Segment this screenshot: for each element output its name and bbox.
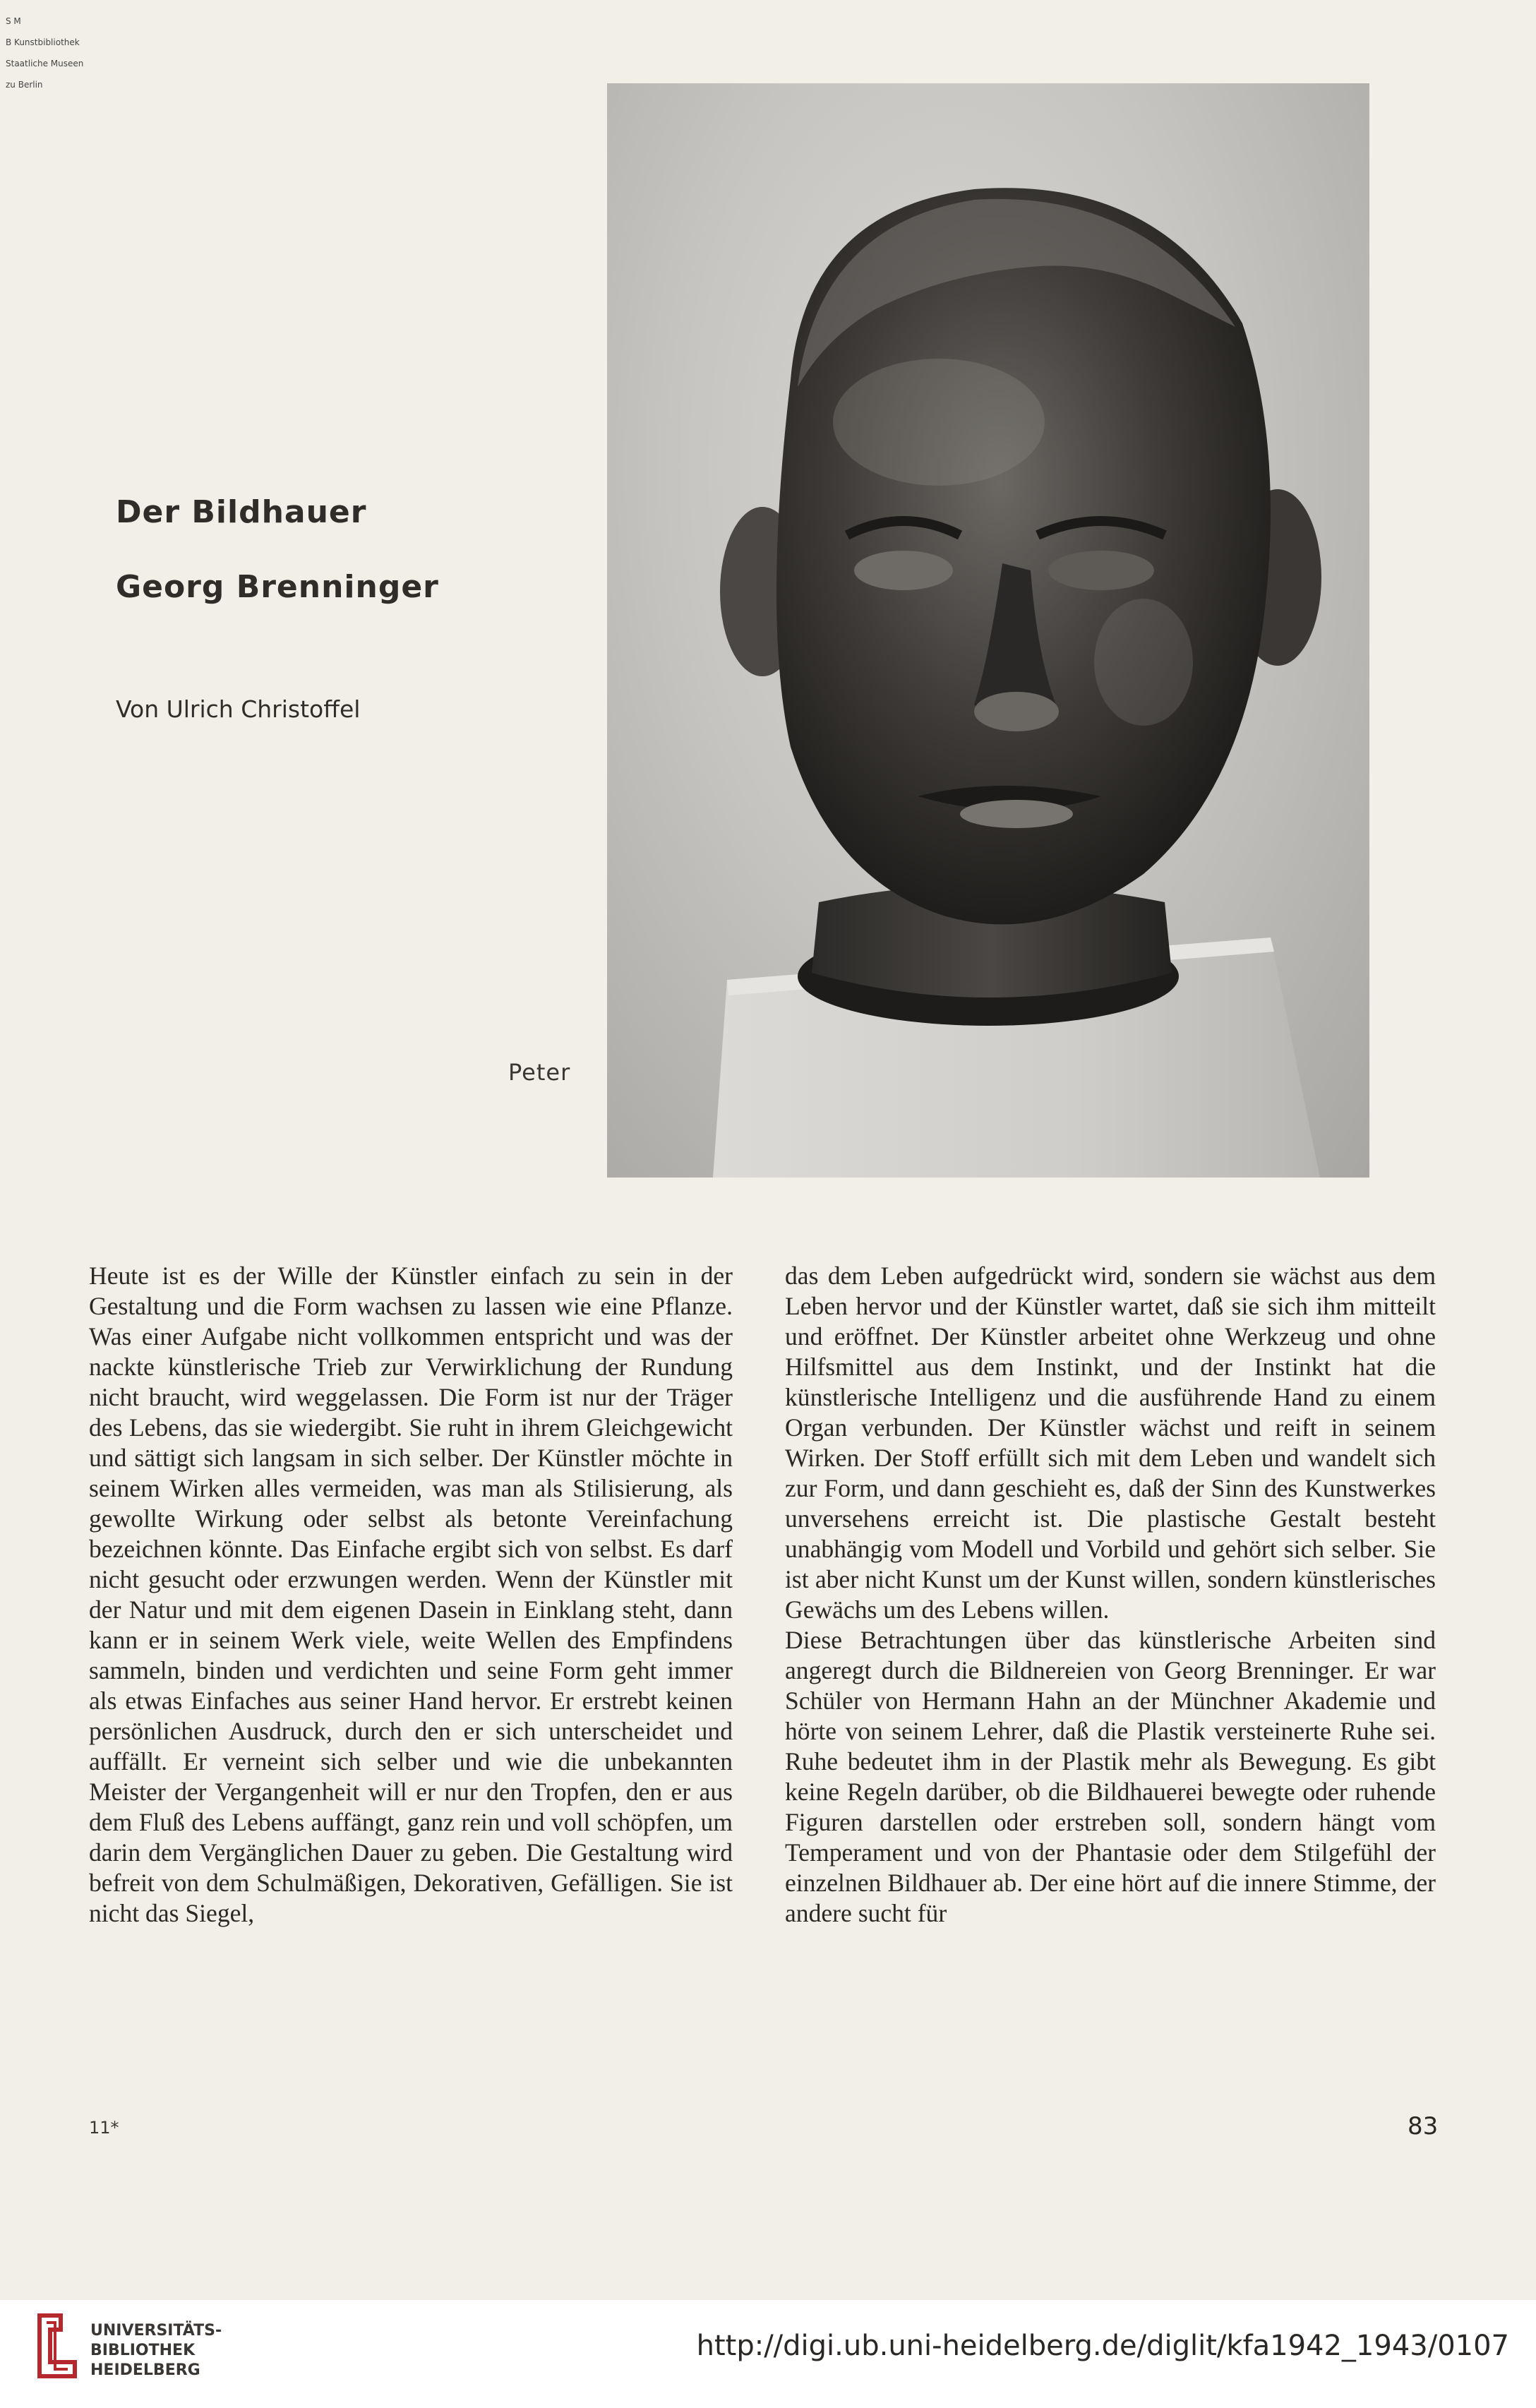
- stamp-line: B Kunstbibliothek: [6, 37, 80, 47]
- stamp-line: Staatliche Museen: [6, 59, 84, 68]
- body-column-right: [785, 1261, 1436, 1929]
- library-name-line: UNIVERSITÄTS-: [90, 2322, 222, 2340]
- library-logo-icon: [32, 2308, 82, 2383]
- paragraph: Diese Betrachtungen über das künstlerische Arbeiten sind angeregt durch die Bildnereien von Georg Brenninger. Er war Schüler von Hermann Hahn an der Münchner Akademie und hörte von seinem Lehrer, daß die Plastik versteinerte Ruhe sei. Ruhe bedeutet ihm in der Plastik mehr als Bewegung. Es gibt keine Regeln darüber, ob die Bildhauerei bewegte oder ruhende Figuren darstellen oder erstreben soll, sondern hängt vom Temperament und von der Phantasie oder dem Stilgefühl der einzelnen Bildhauer ab. Der eine hört auf die innere Stimme, der andere sucht für: [785, 1626, 1436, 1927]
- article-title-line1: Der Bildhauer: [116, 494, 367, 530]
- paragraph: Heute ist es der Wille der Künstler einfach zu sein in der Gestaltung und die Form wachsen zu lassen wie eine Pflanze. Was einer Aufgabe nicht vollkommen entspricht und was der nackte künstlerische Trieb zur Verwirklichung der Rundung nicht braucht, wird weggelassen. Die Form ist nur der Träger des Lebens, das sie wiedergibt. Sie ruht in ihrem Gleichgewicht und sättigt sich langsam in sich selber. Der Künstler möchte in seinem Wirken alles vermeiden, was man als Stilisierung, als gewollte Wirkung oder selbst als betonte Vereinfachung bezeichnen könnte. Das Einfache ergibt sich von selbst. Es darf nicht gesucht oder erzwungen werden. Wenn der Künstler mit der Natur und mit dem eigenen Dasein in Einklang steht, dann kann er in seinem Werk viele, weite Wellen des Empfindens sammeln, binden und verdichten und seine Form geht immer als etwas Einfaches aus seiner Hand hervor. Er erstrebt keinen persönlichen Ausdruck, durch den er sich unterscheidet und auffällt. Er verneint sich selber und wie die unbekannten Meister der Vergangenheit will er nur den Tropfen, den er aus dem Fluß des Lebens auffängt, ganz rein und voll schöpfen, um darin dem Vergänglichen Dauer zu geben. Die Gestaltung wird befreit von dem Schulmäßigen, Dekorativen, Gefälligen. Sie ist nicht das Siegel,: [89, 1262, 733, 1927]
- sculpture-head-illustration: [607, 83, 1369, 1178]
- stamp-line: S M: [6, 16, 21, 26]
- library-stamp: [6, 6, 83, 90]
- stamp-line: zu Berlin: [6, 80, 43, 90]
- digital-url-link[interactable]: http://digi.ub.uni-heidelberg.de/diglit/kfa1942_1943/0107: [696, 2330, 1509, 2362]
- sculpture-photo: [607, 83, 1369, 1178]
- body-column-left: [89, 1261, 733, 1929]
- paragraph: das dem Leben aufgedrückt wird, sondern sie wächst aus dem Leben hervor und der Künstler wartet, daß sie sich ihm mitteilt und eröffnet. Der Künstler arbeitet ohne Werkzeug und ohne Hilfsmittel aus dem Instinkt, und der Instinkt hat die künstlerische Intelligenz und die ausführende Hand zu einem Organ verbunden. Der Künstler wächst und reift in seinem Wirken. Der Stoff erfüllt sich mit dem Leben und wandelt sich zur Form, und dann geschieht es, daß der Sinn des Kunstwerkes unversehens erreicht ist. Die plastische Gestalt besteht unabhängig vom Modell und Vorbild und gehört sich selber. Sie ist aber nicht Kunst um der Kunst willen, sondern künstlerisches Gewächs um des Lebens willen.: [785, 1262, 1436, 1624]
- library-name-line: HEIDELBERG: [90, 2361, 200, 2379]
- article-title-line2: Georg Brenninger: [116, 569, 439, 605]
- signature-mark: 11*: [89, 2118, 119, 2138]
- library-name: [90, 2321, 222, 2380]
- library-name-line: BIBLIOTHEK: [90, 2342, 196, 2359]
- page-number: 83: [1408, 2112, 1439, 2140]
- article-author: Von Ulrich Christoffel: [116, 695, 361, 723]
- figure-caption: Peter: [508, 1059, 571, 1086]
